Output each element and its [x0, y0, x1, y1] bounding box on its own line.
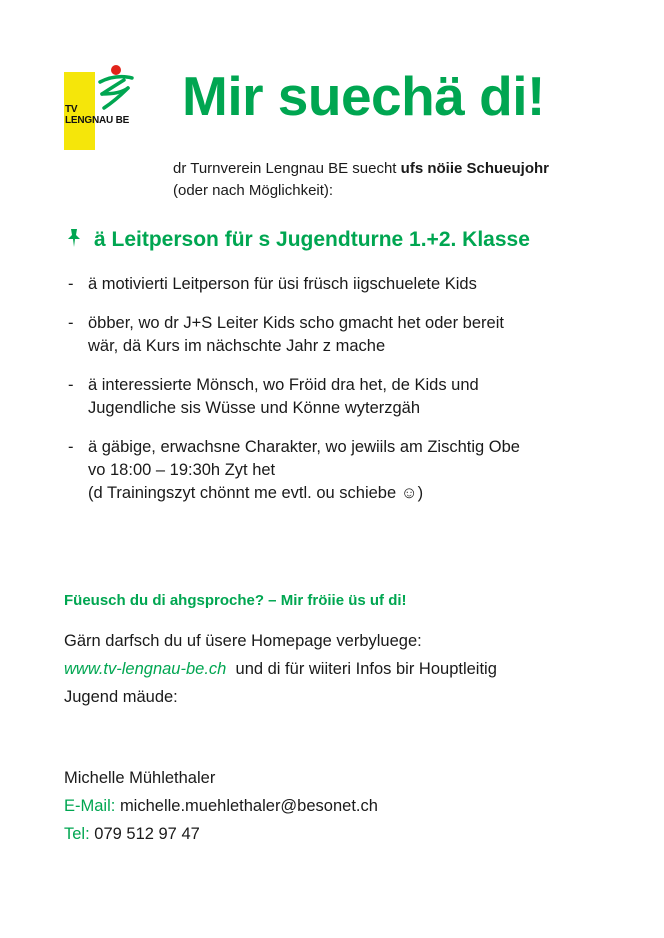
requirement-line: wär, dä Kurs im nächschte Jahr z mache	[88, 337, 386, 355]
call-to-action: Füeusch du di ahgsproche? – Mir fröiie üs uf di!	[64, 592, 407, 609]
tel-number[interactable]: 079 512 97 47	[94, 825, 200, 843]
position-title	[66, 226, 530, 254]
requirement-line: ä interessierte Mönsch, wo Fröid dra het, de Kids und	[88, 376, 479, 394]
requirement-item	[68, 312, 608, 358]
homepage-line-2	[64, 655, 497, 683]
requirement-line: öbber, wo dr J+S Leiter Kids scho gmacht het oder bereit	[88, 314, 504, 332]
requirement-item	[68, 273, 608, 296]
requirement-line: ä gäbige, erwachsne Charakter, wo jewiils am Zischtig Obe	[88, 438, 520, 456]
position-title-text: ä Leitperson für s Jugendturne 1.+2. Klasse	[94, 228, 530, 251]
intro-bold: ufs nöiie Schueujohr	[400, 160, 550, 177]
requirement-line: (d Trainingszyt chönnt me evtl. ou schiebe ☺)	[88, 484, 424, 502]
pushpin-icon	[66, 228, 82, 248]
contact-tel-line	[64, 820, 378, 848]
homepage-after-link: und di für wiiteri Infos bir Houptleitig	[226, 660, 497, 678]
list-dash: -	[68, 376, 74, 394]
homepage-link[interactable]: www.tv-lengnau-be.ch	[64, 660, 227, 678]
list-dash: -	[68, 275, 74, 293]
logo-text	[65, 104, 129, 126]
intro-text	[173, 158, 549, 202]
logo-line-1: TV	[65, 104, 78, 115]
intro-prefix: dr Turnverein Lengnau BE suecht	[173, 160, 401, 177]
contact-block	[64, 764, 378, 848]
contact-name: Michelle Mühlethaler	[64, 769, 216, 787]
requirement-line: vo 18:00 – 19:30h Zyt het	[88, 461, 276, 479]
contact-email-line	[64, 792, 378, 820]
tv-lengnau-logo	[64, 64, 138, 150]
intro-line-2: (oder nach Möglichkeit):	[173, 182, 334, 199]
homepage-line-3: Jugend mäude:	[64, 688, 178, 706]
requirement-line: Jugendliche sis Wüsse und Könne wyterzgäh	[88, 399, 421, 417]
requirement-item	[68, 436, 608, 505]
email-address[interactable]: michelle.muehlethaler@besonet.ch	[119, 797, 378, 815]
list-dash: -	[68, 314, 74, 332]
requirement-line: ä motivierti Leitperson für üsi früsch iigschuelete Kids	[88, 275, 477, 293]
tel-label: Tel:	[64, 825, 90, 843]
logo-line-2: LENGNAU BE	[65, 115, 130, 126]
list-dash: -	[68, 438, 74, 456]
homepage-line-1: Gärn darfsch du uf üsere Homepage verbyluege:	[64, 632, 422, 650]
headline: Mir suechä di!	[182, 65, 545, 127]
email-label: E-Mail:	[64, 797, 116, 815]
homepage-paragraph	[64, 627, 497, 711]
requirements-list	[68, 273, 608, 521]
requirement-item	[68, 374, 608, 420]
